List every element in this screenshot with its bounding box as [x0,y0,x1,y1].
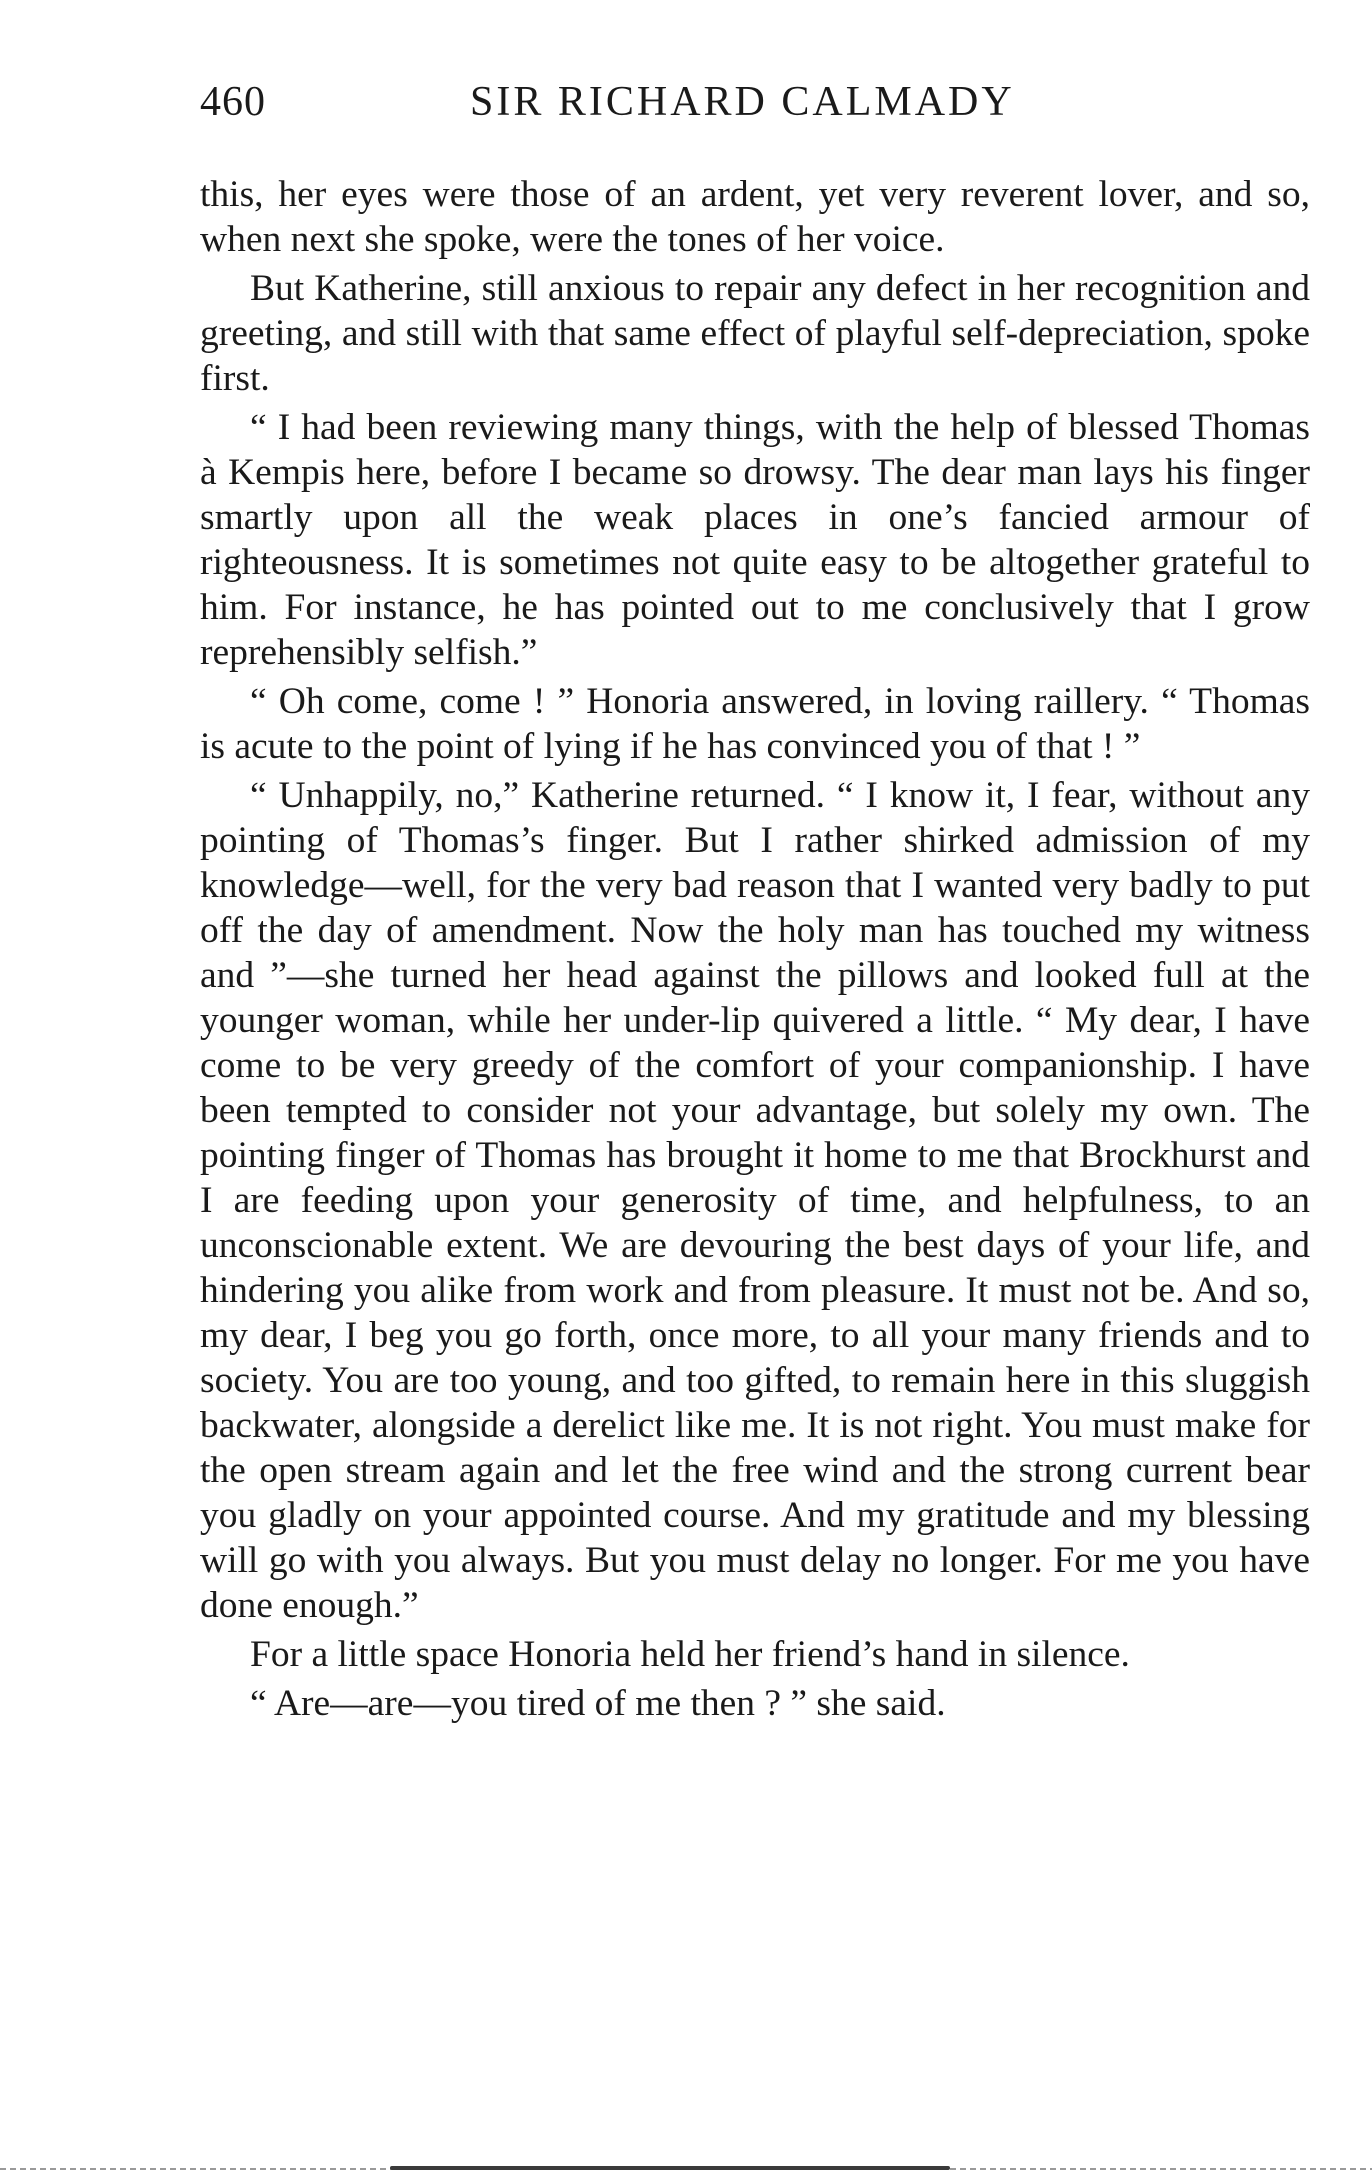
running-head [200,78,1310,138]
paragraph-continuation: this, her eyes were those of an ardent, yet very reverent lover, and so, when next she spoke, were the tones of her voice. [200,174,1310,260]
paragraph: “ I had been reviewing many things, with the help of blessed Thomas à Kempis here, before I became so drowsy. The dear man lays his finger smartly upon all the weak places in one’s fancied armour of righteousness. It is sometimes not quite easy to be altogether grateful to him. For instance, he has pointed out to me conclusively that I grow reprehensibly selfish.” [200,407,1310,673]
paragraph: But Katherine, still anxious to repair any defect in her recognition and greeting, and still with that same effect of playful self-depreciation, spoke first. [200,268,1310,399]
paragraph: “ Unhappily, no,” Katherine returned. “ I know it, I fear, without any pointing of Thomas’s finger. But I rather shirked admission of my knowledge—well, for the very bad reason that I wanted very badly to put off the day of amendment. Now the holy man has touched my witness and ”—she turned her head against the pillows and looked full at the younger woman, while her under-lip quivered a little. “ My dear, I have come to be very greedy of the comfort of your companionship. I have been tempted to consider not your advantage, but solely my own. The pointing finger of Thomas has brought it home to me that Brockhurst and I are feeding upon your generosity of time, and helpfulness, to an unconscionable extent. We are devouring the best days of your life, and hindering you alike from work and from pleasure. It must not be. And so, my dear, I beg you go forth, once more, to all your many friends and to society. You are too young, and too gifted, to remain here in this sluggish backwater, alongside a derelict like me. It is not right. You must make for the open stream again and let the free wind and the strong current bear you gladly on your appointed course. And my gratitude and my blessing will go with you always. But you must delay no longer. For me you have done enough.” [200,775,1310,1626]
page-number: 460 [200,79,266,125]
running-title: SIR RICHARD CALMADY [470,79,1015,125]
paragraph: “ Oh come, come ! ” Honoria answered, in loving raillery. “ Thomas is acute to the point of lying if he has convinced you of that ! ” [200,681,1310,767]
paragraph: For a little space Honoria held her friend’s hand in silence. [250,1634,1130,1675]
paragraph: “ Are—are—you tired of me then ? ” she said. [250,1683,946,1724]
body-text [200,172,1310,1730]
page-edge-mark [390,2166,950,2170]
